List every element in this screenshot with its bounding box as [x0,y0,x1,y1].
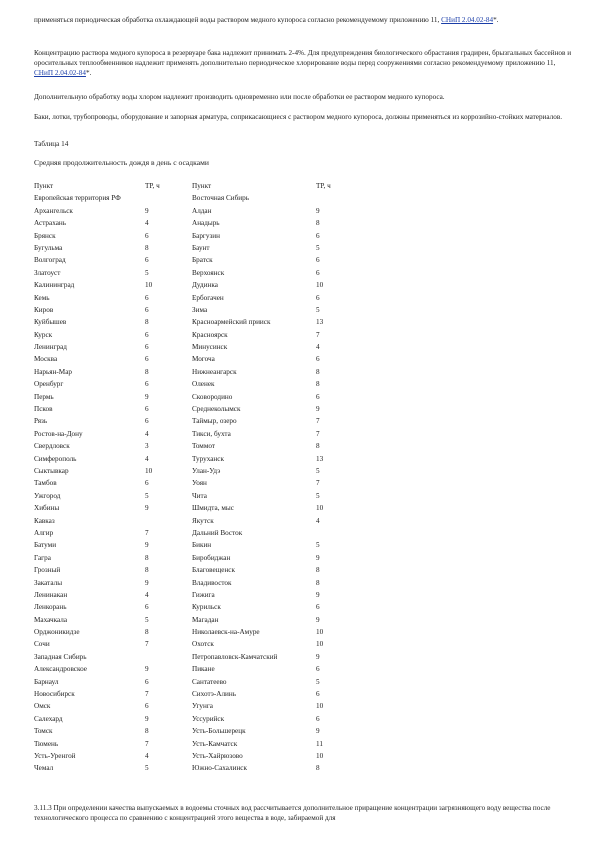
table-cell-duration: 8 [316,442,320,451]
table-cell-duration: 9 [316,652,320,661]
table-cell-location: Омск [34,702,51,711]
table-row [192,640,462,652]
table-cell-duration: 3 [145,442,149,451]
table-cell-location: Александровское [34,665,87,674]
table-row [192,232,462,244]
table-row [192,269,462,281]
table-row [192,442,462,454]
table-row [192,727,462,739]
table-cell-duration: 6 [145,417,149,426]
table-cell-location: Кавказ [34,516,55,525]
table-cell-location: Южно-Сахалинск [192,764,247,773]
table-row [192,591,462,603]
table-cell-location: Биробиджан [192,553,231,562]
table-cell-location: Томск [34,727,53,736]
table-row [192,281,462,293]
snip-link-2[interactable]: СНиП 2.04.02-84 [34,69,86,77]
table-cell-location: Ленинакан [34,590,68,599]
table-cell-location: Гижига [192,590,215,599]
table-cell-duration: 7 [145,528,149,537]
table-cell-duration: 13 [316,318,324,327]
table-cell-location: Европейская территория РФ [34,194,121,203]
table-cell-location: Салехард [34,714,63,723]
table-cell-duration: 6 [145,677,149,686]
table-cell-location: Могоча [192,355,215,364]
table-cell-location: Златоуст [34,268,61,277]
table-cell-location: Братск [192,256,213,265]
table-cell-duration: 5 [316,677,320,686]
table-cell-duration: 5 [316,541,320,550]
table-cell-duration: 6 [145,479,149,488]
table-cell-duration: 9 [316,727,320,736]
table-row [192,517,462,529]
table-row [192,194,462,206]
table-cell-duration: 9 [145,665,149,674]
table-cell-location: Анадырь [192,219,220,228]
table-cell-location: Сыктывкар [34,466,69,475]
table-cell-duration: 8 [316,380,320,389]
table-cell-duration: 6 [316,268,320,277]
table-row [192,653,462,665]
table-cell-duration: 5 [316,466,320,475]
table-cell-duration: 9 [316,615,320,624]
table-cell-duration: 10 [316,504,324,513]
table-cell-location: Улан-Удэ [192,466,221,475]
table-row [192,715,462,727]
table-cell-location: Оренбург [34,380,64,389]
paragraph-3: Дополнительную обработку воды хлором надлежит производить одновременно или после обработки ее раствором медного купороса. [34,93,445,101]
table-cell-location: Благовещенск [192,566,235,575]
table-cell-location: Закаталы [34,578,63,587]
table-cell-duration: 9 [145,714,149,723]
table-cell-duration: 5 [145,764,149,773]
table-row [192,665,462,677]
table-cell-duration: 6 [316,690,320,699]
table-cell-location: Рязь [34,417,48,426]
table-cell-location: Курильск [192,603,221,612]
table-cell-location: Барнаул [34,677,59,686]
table-cell-location: Орджоникидзе [34,628,80,637]
table-cell-location: Ленинград [34,343,67,352]
table-cell-duration: 6 [316,603,320,612]
table-cell-duration: 9 [145,578,149,587]
table-cell-duration: 6 [316,256,320,265]
table-cell-duration: 6 [145,256,149,265]
table-cell-location: Бугульма [34,243,63,252]
table-row [192,467,462,479]
table-cell-location: Уссурийск [192,714,225,723]
table-cell-duration: 8 [145,628,149,637]
table-cell-location: Ростов-на-Дону [34,429,83,438]
table-cell-location: Хибины [34,504,60,513]
table-cell-duration: 5 [145,491,149,500]
table-cell-duration: 11 [316,739,323,748]
table-cell-duration: ТР, ч [316,182,331,190]
table-cell-duration: 6 [145,231,149,240]
table-cell-location: Тамбов [34,479,57,488]
table-cell-duration: 4 [145,219,149,228]
table-right-column [192,182,462,777]
table-row [192,455,462,467]
table-cell-duration: 7 [316,429,320,438]
table-cell-location: Восточная Сибирь [192,194,249,203]
table-cell-location: Пермь [34,392,54,401]
table-cell-location: Владивосток [192,578,232,587]
table-cell-location: Красноярск [192,330,228,339]
table-row [192,479,462,491]
table-cell-duration: 9 [316,590,320,599]
table-label: Таблица 14 [34,140,69,148]
table-cell-location: Алдан [192,206,212,215]
table-row [192,343,462,355]
table-cell-duration: 8 [145,566,149,575]
table-cell-location: Сковородино [192,392,233,401]
table-row [192,541,462,553]
table-cell-location: Пикане [192,665,215,674]
table-cell-location: Курск [34,330,53,339]
table-cell-location: Кемь [34,293,50,302]
table-cell-duration: 6 [145,293,149,302]
table-cell-location: Чемал [34,764,54,773]
table-cell-duration: 10 [145,466,153,475]
table-cell-duration: 10 [316,751,324,760]
table-row [192,417,462,429]
table-cell-duration: 6 [145,405,149,414]
table-row [192,393,462,405]
table-cell-duration: 7 [145,739,149,748]
table-row [192,504,462,516]
table-cell-location: Таймыр, озеро [192,417,237,426]
table-cell-duration: 5 [145,268,149,277]
table-row [192,368,462,380]
table-cell-location: Оленек [192,380,215,389]
table-cell-location: Шмидта, мыс [192,504,234,513]
table-cell-location: Ленкорань [34,603,67,612]
table-cell-location: Брянск [34,231,56,240]
table-title: Средняя продолжительность дождя в день с осадками [34,158,209,167]
table-cell-location: Сочи [34,640,50,649]
table-cell-duration: 10 [145,281,153,290]
snip-link-1[interactable]: СНиП 2.04.02-84 [441,16,494,24]
table-cell-location: Псков [34,405,53,414]
table-cell-location: Сантатеево [192,677,227,686]
table-row [192,702,462,714]
table-cell-duration: 5 [316,305,320,314]
table-row [192,752,462,764]
table-cell-duration: 6 [316,714,320,723]
table-row [192,628,462,640]
table-cell-location: Калининград [34,281,75,290]
table-cell-location: Тикси, бухта [192,429,231,438]
table-cell-location: Угунга [192,702,213,711]
table-cell-duration: 9 [316,405,320,414]
table-cell-duration: 7 [316,479,320,488]
table-cell-location: Усть-Уренгой [34,751,76,760]
table-cell-duration: 6 [316,355,320,364]
table-cell-location: Нижнеангарск [192,367,237,376]
table-cell-duration: 4 [145,751,149,760]
table-row [192,318,462,330]
table-cell-location: Баргузин [192,231,220,240]
table-cell-location: Волгоград [34,256,66,265]
table-cell-location: Архангельск [34,206,73,215]
table-row [192,256,462,268]
table-cell-duration: 9 [145,541,149,550]
table-cell-duration: 6 [316,231,320,240]
table-cell-location: Туруханск [192,454,224,463]
table-cell-duration: 8 [145,318,149,327]
table-row [192,294,462,306]
table-cell-duration: 9 [145,504,149,513]
table-cell-duration: 10 [316,702,324,711]
table-row [192,740,462,752]
table-cell-duration: 6 [145,355,149,364]
table-row [192,306,462,318]
table-cell-duration: 9 [316,206,320,215]
table-cell-duration: 13 [316,454,324,463]
table-row [192,566,462,578]
table-cell-duration: 4 [316,516,320,525]
table-cell-location: Москва [34,355,58,364]
table-cell-location: Грозный [34,566,61,575]
table-cell-location: Чита [192,491,207,500]
table-row [192,430,462,442]
table-cell-location: Магадан [192,615,219,624]
table-cell-location: Охотск [192,640,214,649]
table-cell-location: Усть-Хайрюзово [192,751,243,760]
table-cell-duration: 6 [145,305,149,314]
table-cell-duration: 4 [145,454,149,463]
table-row [192,764,462,776]
paragraph-2-tail: *. [85,69,92,77]
table-cell-duration: 8 [145,367,149,376]
paragraph-2-text: Концентрацию раствора медного купороса в резервуаре бака надлежит принимать 2-4%. Для предупреждения биологического обрастания градирен, брызгальных бассейнов и оросительных теплообменников надлежит применять дополнительно периодическое хлорирование воды перед сооружениями согласно рекомендуемому приложению 11, [34,49,572,67]
table-cell-duration: 6 [145,343,149,352]
table-cell-location: Махачкала [34,615,68,624]
table-cell-location: Среднеколымск [192,405,241,414]
table-cell-duration: 8 [145,553,149,562]
table-cell-duration: 7 [316,330,320,339]
table-cell-location: Николаевск-на-Амуре [192,628,260,637]
table-cell-duration: 5 [145,615,149,624]
table-cell-location: Бикин [192,541,212,550]
table-cell-location: Минусинск [192,343,228,352]
table-cell-location: Томмот [192,442,216,451]
table-cell-duration: 8 [145,727,149,736]
table-row [192,219,462,231]
table-cell-location: Красноармейский прииск [192,318,271,327]
table-row [192,529,462,541]
table-cell-location: Петропавловск-Камчатский [192,652,278,661]
table-cell-location: Усть-Большерецк [192,727,246,736]
table-cell-duration: 7 [145,640,149,649]
table-cell-location: Куйбышев [34,318,67,327]
paragraph-1-tail: *. [493,16,499,24]
table-row [192,405,462,417]
footer-paragraph: 3.11.3 При определении качества выпускаемых в водоемы сточных вод рассчитывается дополнительное приращение концентрации загрязняющего воду вещества после технологического процесса по сравнению с концентрацией этого вещества в воде, забираемой для [34,804,551,822]
table-row [192,579,462,591]
table-cell-duration: 10 [316,640,324,649]
table-cell-location: Новосибирск [34,690,75,699]
paragraph-1 [34,15,574,25]
table-cell-duration: 5 [316,491,320,500]
table-cell-duration: 6 [145,702,149,711]
table-cell-duration: 8 [316,578,320,587]
table-cell-duration: 6 [316,392,320,401]
table-cell-duration: 4 [145,429,149,438]
table-cell-location: Верхоянск [192,268,225,277]
table-row [192,355,462,367]
table-cell-location: Пункт [192,182,212,190]
table-cell-location: Свердловск [34,442,70,451]
paragraph-4: Баки, лотки, трубопроводы, оборудование и запорная арматура, соприкасающиеся с раствором медного купороса, должны применяться из коррозийно-стойких материалов. [34,113,563,121]
table-cell-duration: 8 [316,219,320,228]
table-cell-duration: 6 [145,603,149,612]
table-cell-location: Сихотэ-Алинь [192,690,237,699]
table-cell-duration: ТР, ч [145,182,160,190]
paragraph-1-text: применяться периодическая обработка охлаждающей воды раствором медного купороса согласно рекомендуемому приложению 11, [34,16,440,24]
table-row [192,182,462,194]
table-cell-location: Гагра [34,553,51,562]
table-cell-duration: 7 [145,690,149,699]
table-cell-location: Дудинка [192,281,218,290]
table-cell-location: Усть-Камчатск [192,739,238,748]
table-cell-duration: 10 [316,628,324,637]
paragraph-2 [34,48,574,78]
table-cell-duration: 8 [145,243,149,252]
table-row [192,603,462,615]
table-cell-location: Астрахань [34,219,67,228]
table-row [192,554,462,566]
table-row [192,678,462,690]
table-cell-duration: 8 [316,566,320,575]
table-cell-location: Западная Сибирь [34,652,87,661]
table-cell-location: Дальний Восток [192,528,243,537]
table-cell-duration: 6 [145,330,149,339]
table-cell-duration: 6 [145,380,149,389]
table-row [192,244,462,256]
table-cell-duration: 4 [145,590,149,599]
table-cell-location: Баунт [192,243,210,252]
table-row [192,690,462,702]
table-cell-location: Нарьян-Мар [34,367,72,376]
table-cell-duration: 9 [316,553,320,562]
table-cell-duration: 8 [316,367,320,376]
table-cell-duration: 9 [145,206,149,215]
table-cell-duration: 7 [316,417,320,426]
table-row [192,207,462,219]
table-cell-duration: 9 [145,392,149,401]
table-cell-location: Уоян [192,479,207,488]
table-cell-duration: 6 [316,665,320,674]
table-cell-location: Батуми [34,541,57,550]
table-cell-location: Ербогачен [192,293,224,302]
table-row [192,616,462,628]
table-cell-location: Симферополь [34,454,77,463]
table-cell-duration: 8 [316,764,320,773]
table-cell-location: Тюмень [34,739,59,748]
table-cell-duration: 4 [316,343,320,352]
table-cell-location: Пункт [34,182,54,190]
table-cell-location: Алгир [34,528,54,537]
table-cell-location: Якутск [192,516,214,525]
table-cell-duration: 5 [316,243,320,252]
table-row [192,380,462,392]
table-row [192,492,462,504]
table-cell-location: Зима [192,305,208,314]
table-cell-duration: 6 [316,293,320,302]
table-cell-location: Ужгород [34,491,61,500]
table-cell-location: Киров [34,305,54,314]
table-row [192,331,462,343]
table-cell-duration: 10 [316,281,324,290]
